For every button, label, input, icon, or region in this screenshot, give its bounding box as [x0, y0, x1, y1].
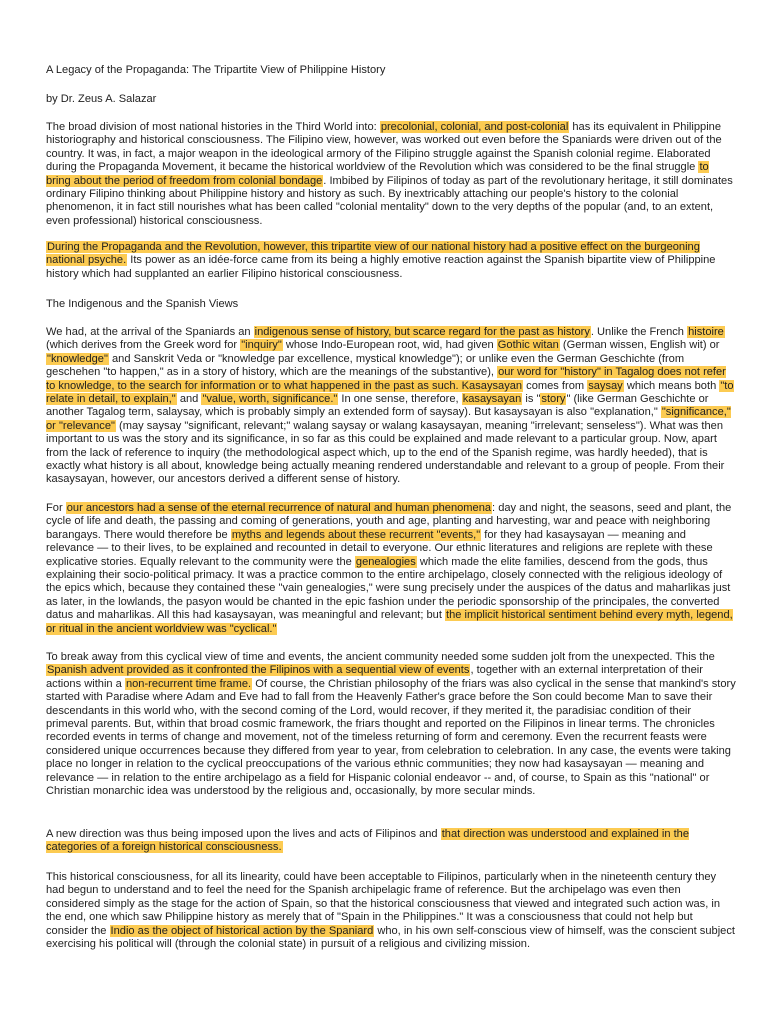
highlighted-text: that direction was understood and explained in the categories of a foreign historical consciousness.: [46, 828, 690, 854]
text-run: comes from: [523, 379, 588, 392]
highlighted-text: kasaysayan: [462, 393, 522, 406]
text-run: For: [46, 502, 66, 514]
text-run: which means both: [623, 379, 720, 392]
highlighted-text: genealogies: [355, 555, 416, 568]
text-run: To break away from this cyclical view of time and events, the ancient community needed some sudden jolt from the unexpected. This the: [46, 651, 715, 663]
text-run: The broad division of most national histories in the Third World into:: [46, 121, 380, 133]
paragraph-4: [46, 502, 736, 636]
text-run: This historical consciousness, for all its linearity, could have been acceptable to Filipinos, particularly when in the nineteenth century they had begun to understand and to feel the need for the Spanish archipelagic frame of reference. But the archipelago was even then considered simply as the stage for the action of Spain, so that the historical consciousness that viewed and integrated such action was, in the end, one which saw Philippine history as merely that of "Spain in the Philippines." It was a consciousness that could not help but consider the: [46, 871, 721, 937]
text-run: (German wissen, English wit) or: [559, 339, 720, 352]
text-run: . Imbibed by Filipinos of today as part of the revolutionary heritage, it still dominates ordinary Filipino thinking about Philippine history and history as such. By inextricably attaching our people's history to the colonial phenomenon, it in fact still nourishes what has been called "colonial mentality" down to the very depths of the popular (and, to an extent, even professional) historical consciousness.: [46, 174, 733, 227]
text-run: for they had kasaysayan — meaning and relevance — to their lives, to be explained and recounted in detail to everyone. Our ethnic literatures and religions are replete with these explicative stories. Equally relevant to the community were the: [46, 528, 713, 568]
highlighted-text: our word for "history" in Tagalog does not refer to knowledge, to the search for information or to what happened in the past as such. Kasaysayan: [46, 366, 726, 392]
paragraph-2: [46, 241, 736, 281]
highlighted-text: "value, worth, significance.": [202, 393, 338, 406]
paragraph-3: [46, 326, 736, 487]
text-run: who, in his own self-conscious view of himself, was the conscient subject exercising his political will (through the colonial state) in pursuit of a religious and civilizing mission.: [46, 924, 735, 951]
document-title: A Legacy of the Propaganda: The Tripartite View of Philippine History: [46, 64, 386, 76]
paragraph-6: [46, 828, 736, 855]
highlighted-text: During the Propaganda and the Revolution, however, this tripartite view of our national history had a positive effect on the burgeoning national psyche.: [46, 241, 700, 267]
text-run: Its power as an idée-force came from its being a highly emotive reaction against the Spanish bipartite view of Philippine history which had supplanted an earlier Filipino historical consciousness.: [46, 254, 716, 280]
text-run: and: [176, 393, 202, 406]
highlighted-text: "significance," or "relevance": [46, 406, 731, 432]
highlighted-text: non-recurrent time frame.: [125, 677, 252, 690]
text-run: " (like German Geschichte or another Tagalog term, salaysay, which is probably simply an extended form of saysay). But kasaysayan is also "explanation,": [46, 393, 709, 419]
highlighted-text: saysay: [588, 379, 623, 392]
highlighted-text: our ancestors had a sense of the eternal recurrence of natural and human phenomena: [66, 502, 492, 514]
paragraph-5: [46, 651, 736, 798]
text-run: A new direction was thus being imposed upon the lives and acts of Filipinos and: [46, 828, 441, 840]
text-run: . Unlike the French: [590, 326, 688, 338]
text-run: In one sense, therefore,: [338, 393, 462, 406]
paragraph-1: [46, 121, 736, 228]
highlighted-text: precolonial, colonial, and post-colonial: [380, 121, 569, 133]
text-run: is ": [522, 393, 541, 406]
text-run: Of course, the Christian philosophy of the friars was also cyclical in the sense that mankind's story started with Paradise where Adam and Eve had to fall from the Heavenly Father's grace before the Son could become Man to save their descendants in this world who, with the second coming of the Lord, would recover, if they merited it, the paradisiac condition of their primeval parents. But, within that broad cosmic framework, the friars thought and reported on the Filipinos in linear terms. The chronicles recorded events in terms of change and movement, not of the timeless returning of form and ceremony. Even the recurrent feasts were considered unique occurrences because they differed from year to year, from celebration to celebration. In any case, the events were taking place no longer in relation to the cyclical preoccupations of the various ethnic communities; they now had kasaysayan — meaning and relevance — in relation to the entire archipelago as a field for Hispanic colonial endeavor -- and, of course, to Spain as this "national" or Christian monarchic idea was understood by the religious and, occasionally, by more secular minds.: [46, 677, 736, 798]
highlighted-text: histoire: [688, 326, 724, 338]
highlighted-text: the implicit historical sentiment behind every myth, legend, or ritual in the ancient worldview was "cyclical.": [46, 609, 733, 635]
document-author: by Dr. Zeus A. Salazar: [46, 93, 157, 105]
highlighted-text: Indio as the object of historical action by the Spaniard: [110, 924, 374, 937]
text-run: , together with an external interpretation of their actions within a: [46, 664, 703, 690]
text-run: (which derives from the Greek word for: [46, 339, 241, 352]
text-run: whose Indo-European root, wid, had given: [282, 339, 497, 352]
text-run: which made the elite families, descend from the gods, thus explaining their socio-political primacy. It was a practice common to the entire archipelago, closely connected with the religious ideology of the epics which, because they contained these "vain genealogies," were sung precisely under the auspices of the datus and maharlikas just as later, in the lowlands, the pasyon would be chanted in the epic fashion under the periodic sponsorship of the principales, the converted datus and maharlikas. All this had kasaysayan, was meaningful and relevant; but: [46, 555, 731, 622]
paragraph-7: [46, 871, 736, 951]
section-heading: The Indigenous and the Spanish Views: [46, 298, 239, 310]
text-run: : day and night, the seasons, seed and plant, the cycle of life and death, the passing and coming of generations, youth and age, planting and harvesting, war and peace with neighboring barangays. There would therefore be: [46, 502, 732, 541]
highlighted-text: Spanish advent provided as it confronted the Filipinos with a sequential view of events: [47, 664, 470, 677]
highlighted-text: "inquiry": [241, 339, 282, 352]
text-run: has its equivalent in Philippine historiography and historical consciousness. The Filipino view, however, was worked out even before the Spaniards were driven out of the country. It was, in fact, a major weapon in the ideological armory of the Filipino struggle against the Spanish colonial regime. Elaborated during the Propaganda Movement, it became the historical worldview of the Revolution which was considered to be the final struggle: [46, 121, 722, 174]
highlighted-text: to bring about the period of freedom from colonial bondage: [46, 161, 709, 187]
highlighted-text: story: [541, 393, 566, 406]
highlighted-text: indigenous sense of history, but scarce regard for the past as history: [254, 326, 590, 338]
text-run: (may saysay "significant, relevant;" walang saysay or walang kasaysayan, meaning "irrelevant; senseless"). What was then important to us was the story and its significance, in so far as this could be explained and made relevant to a particular group. Now, apart from the lack of reference to inquiry (the methodological aspect which, up to the end of the Spanish regime, was hardly heeded), that is exactly what history is all about, knowledge being actually meaning rendered understandable and relevant to a group of people. From their kasaysayan, however, our ancestors derived a different sense of history.: [46, 419, 725, 486]
highlighted-text: Gothic witan: [497, 339, 559, 352]
highlighted-text: "knowledge": [47, 352, 108, 365]
text-run: We had, at the arrival of the Spaniards an: [46, 326, 254, 338]
highlighted-text: "to relate in detail, to explain,": [46, 379, 734, 406]
highlighted-text: myths and legends about these recurrent "events,": [231, 528, 481, 541]
text-run: and Sanskrit Veda or "knowledge par excellence, mystical knowledge"); or unlike even the German Geschichte (from geschehen "to happen," as in a story of history, which are the meanings of the substantive),: [46, 352, 685, 379]
